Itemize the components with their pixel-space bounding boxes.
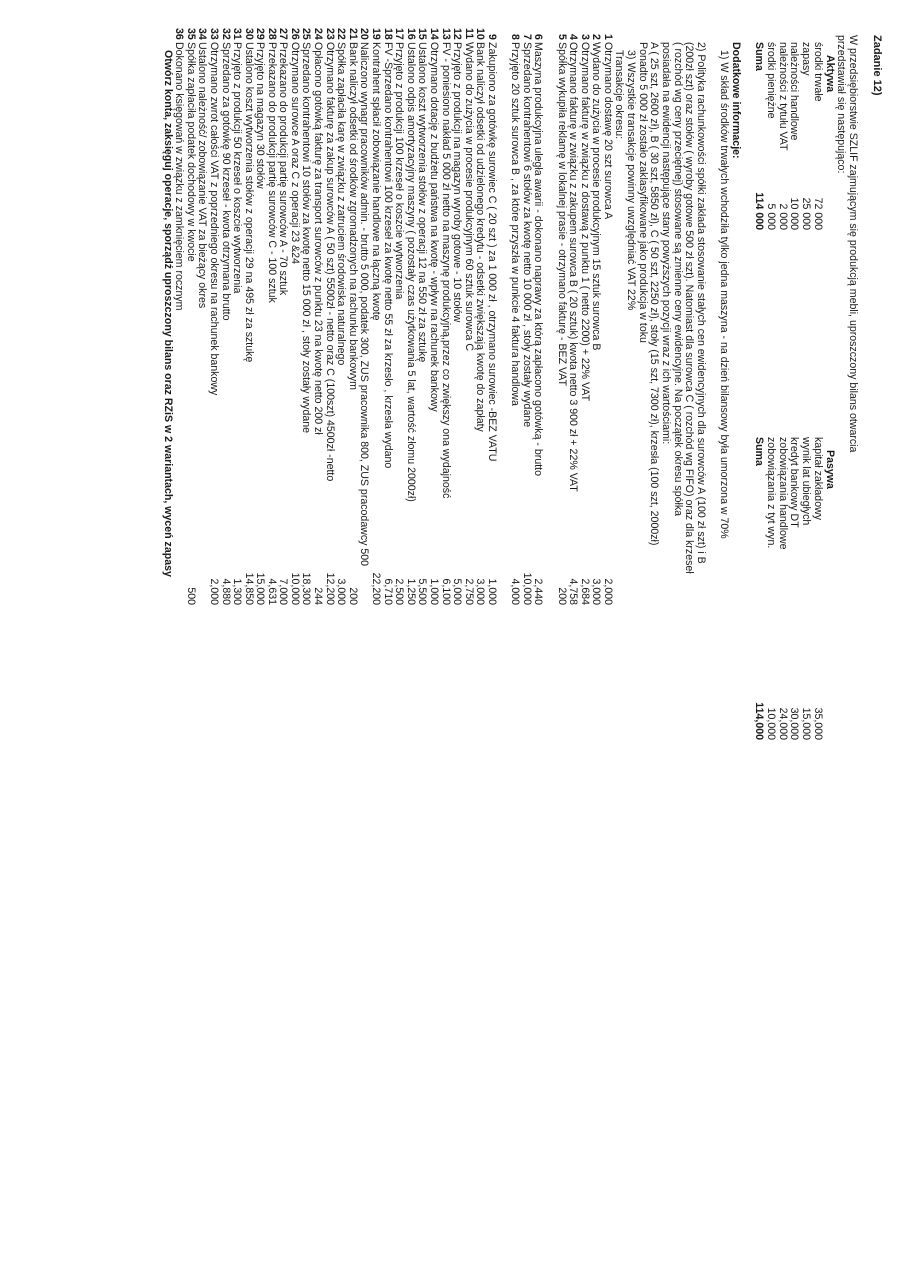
assets-sum-value: 114 000 bbox=[753, 192, 765, 230]
transaction-row bbox=[253, 0, 265, 1263]
transaction-number: 34 bbox=[196, 28, 208, 40]
asset-label: należności handlowe bbox=[788, 42, 800, 141]
transaction-value: 1,300 bbox=[231, 578, 243, 605]
transaction-text: Bank naliczył odsetki od środków zgromadzonych na rachunku bankowym bbox=[347, 42, 359, 391]
transaction-number: 30 bbox=[243, 28, 255, 40]
liability-value: 15,000 bbox=[800, 707, 812, 740]
transaction-value: 6,710 bbox=[382, 578, 394, 605]
transaction-number: 4 bbox=[567, 34, 579, 40]
transaction-text: Przyjęto z produkcji 50 krzeseł o koszcie wytworzenia bbox=[231, 42, 243, 294]
transaction-number: 21 bbox=[347, 28, 359, 40]
asset-label: środki pieniężne bbox=[765, 42, 777, 119]
transaction-number: 24 bbox=[312, 28, 324, 40]
transaction-row bbox=[555, 0, 567, 1263]
transaction-number: 14 bbox=[428, 28, 440, 40]
asset-value: 72 000 bbox=[812, 197, 824, 230]
transaction-number: 23 bbox=[324, 28, 336, 40]
transaction-value: 3,000 bbox=[474, 578, 486, 605]
transaction-text: Kontrahent spłacił zobowiązanie handlowe na łączną kwotę bbox=[370, 42, 382, 321]
info-line: A ( 25 szt, 2600 zł), B ( 30 szt, 5850 zł), C ( 50 szt, 2250 zł), stoły (15 szt, 7300 zł), krzesła (100 szt, 2000zł) bbox=[648, 42, 660, 546]
transaction-row bbox=[276, 0, 288, 1263]
transaction-row bbox=[381, 0, 393, 1263]
transaction-number: 29 bbox=[254, 28, 266, 40]
transaction-row bbox=[207, 0, 219, 1263]
transaction-text: Otrzymano fakturę w związku z zakupem surowca B ( 20 sztuk) kwota netto 3 900 zł + 22% VAT bbox=[567, 42, 579, 492]
transaction-row bbox=[346, 0, 358, 1263]
transaction-number: 18 bbox=[382, 28, 394, 40]
liability-label: zobowiązania z tyt wyn. bbox=[765, 437, 777, 549]
asset-label: środki trwałe bbox=[812, 42, 824, 102]
transaction-number: 8 bbox=[509, 34, 521, 40]
transaction-row bbox=[299, 0, 311, 1263]
transaction-number: 25 bbox=[300, 28, 312, 40]
transaction-number: 3 bbox=[579, 34, 591, 40]
transaction-value: 1,250 bbox=[405, 578, 417, 605]
transaction-row bbox=[357, 0, 369, 1263]
asset-value: 2 000 bbox=[777, 203, 789, 230]
transactions-header: Transakcje okresu: bbox=[613, 50, 625, 140]
assets-sum-label: Suma bbox=[753, 42, 765, 71]
transaction-value: 3,000 bbox=[590, 578, 602, 605]
transaction-row bbox=[184, 0, 196, 1263]
transaction-row bbox=[427, 0, 439, 1263]
transaction-text: Spółka wykupiła reklamę w lokalnej prasie - otrzymano fakturę - BEZ VAT bbox=[556, 42, 568, 387]
transaction-text: Przyjęto z produkcji na magazyn wyroby gotowe - 10 stołów bbox=[451, 42, 463, 323]
transaction-value: 22,200 bbox=[370, 572, 382, 605]
transaction-value: 3,000 bbox=[335, 578, 347, 605]
transaction-number: 32 bbox=[220, 28, 232, 40]
transaction-text: Otrzymano surowce A oraz C z operacji 23 &24 bbox=[289, 42, 301, 264]
transaction-row bbox=[288, 0, 300, 1263]
liability-value: 24,000 bbox=[777, 707, 789, 740]
info-line: (200zł szt) oraz stołów ( wyroby gotowe 500 zł szt). Natomiast dla surowca C ( rozchód wg FIFO) oraz dla krzeseł bbox=[683, 42, 695, 574]
transaction-row bbox=[172, 0, 184, 1263]
transaction-text: Spółka zapłaciła podatek dochodowy w kwocie bbox=[185, 42, 197, 262]
transaction-text: FV -Sprzedano kontrahentowi 100 krzeseł za kwotę netto 55 zł za krzesło , krzesła wydano bbox=[382, 42, 394, 469]
transaction-text: FV - poniesiono nakład 5 000 zł netto na maszynę produkcyjną,przez co zwiększy ona wydajność bbox=[440, 42, 452, 499]
liability-label: zobowiązania handlowe bbox=[777, 437, 789, 550]
transaction-number: 2 bbox=[590, 34, 602, 40]
info-line: Ponadto 5 000 zł zostało zaklasyfikowane jako produkcja w toku bbox=[637, 42, 649, 343]
page-title: Zadanie 12) bbox=[871, 35, 883, 96]
transaction-row bbox=[369, 0, 381, 1263]
transaction-text: Przekazano do produkcji partię surowców C - 100 sztuk bbox=[266, 42, 278, 303]
transaction-value: 14,850 bbox=[243, 572, 255, 605]
transaction-number: 7 bbox=[521, 34, 533, 40]
transaction-row bbox=[508, 0, 520, 1263]
liabilities-sum-label: Suma bbox=[753, 437, 765, 466]
transaction-text: Otrzymano fakturę w związku z dostawą z punktu 1 ( netto 2200) + 22% VAT bbox=[579, 42, 591, 402]
transaction-number: 26 bbox=[289, 28, 301, 40]
info-line: 1) W skład środków trwałych wchodziła tylko jedna maszyna - na dzień bilansowy była umorzona w 70% bbox=[718, 50, 730, 539]
transaction-row bbox=[323, 0, 335, 1263]
transaction-text: Dokonano księgowań w związku z zamknięciem rocznym bbox=[173, 42, 185, 311]
transaction-number: 20 bbox=[358, 28, 370, 40]
transaction-text: Spółka zapłaciła karę w związku z zatruciem środowiska naturalnego bbox=[335, 42, 347, 366]
transaction-text: Sprzedano kontrahentowi 6 stołów za kwotę netto 10 000 zł , stoły zostały wydane bbox=[521, 42, 533, 428]
info-line: 2) Polityka rachunkowości spółki zakłada stosowanie stałych cen ewidencyjnych dla surowców A (100 zł szt) i B bbox=[695, 42, 707, 564]
transaction-text: Zakupiono za gotówkę surowiec C ( 20 szt ) za 1 000 zł , otrzymano surowiec -BEZ VATU bbox=[486, 42, 498, 462]
transaction-text: Ustalono należność/ zobowiązanie VAT za bieżący okres bbox=[196, 42, 208, 309]
transaction-text: Ustalono koszt wytworzenia stołów z operacji 29 na 495 zł za sztukę bbox=[243, 42, 255, 363]
transaction-value: 1,000 bbox=[428, 578, 440, 605]
transaction-value: 2,500 bbox=[393, 578, 405, 605]
transaction-row bbox=[219, 0, 231, 1263]
transaction-row bbox=[450, 0, 462, 1263]
transaction-number: 36 bbox=[173, 28, 185, 40]
transaction-number: 1 bbox=[602, 34, 614, 40]
transaction-row bbox=[265, 0, 277, 1263]
transaction-row bbox=[392, 0, 404, 1263]
transaction-text: Wydano do zużycia w procesie produkcyjnym 15 sztuk surowca B bbox=[590, 42, 602, 351]
intro-line-2: przedstawiał się następująco: bbox=[835, 35, 847, 174]
transaction-text: Przyjęto na magazyn 30 stołów bbox=[254, 42, 266, 189]
transaction-value: 1,000 bbox=[486, 578, 498, 605]
transaction-number: 11 bbox=[463, 28, 475, 40]
asset-value: 25 000 bbox=[800, 197, 812, 230]
transaction-value: 10,000 bbox=[289, 572, 301, 605]
transaction-number: 22 bbox=[335, 28, 347, 40]
transaction-row bbox=[462, 0, 474, 1263]
transaction-text: Wydano do zużycia w procesie produkcyjnym 60 sztuk surowca C bbox=[463, 42, 475, 352]
transaction-text: Naliczono wynagr pracowników admin. - brutto 5 000, podatek 300, ZUS pracownika 800, ZUS pracodawcy 500 bbox=[358, 42, 370, 567]
asset-label: zapasy bbox=[800, 42, 812, 76]
transaction-value: 200 bbox=[556, 587, 568, 605]
liabilities-header: Pasywa bbox=[824, 450, 836, 489]
transaction-number: 16 bbox=[405, 28, 417, 40]
intro-line-1: W przedsiębiorstwie SZLIF zajmującym się produkcją mebli, uproszczony bilans otwarcia bbox=[847, 35, 859, 453]
transaction-text: Sprzedano kontrahentowi 10 stołów za kwotę netto 15 000 zł , stoły zostały wydane bbox=[300, 42, 312, 434]
transaction-number: 28 bbox=[266, 28, 278, 40]
transaction-value: 2,440 bbox=[532, 578, 544, 605]
transaction-value: 500 bbox=[185, 587, 197, 605]
assets-header: Aktywa bbox=[824, 55, 836, 93]
transaction-text: Ustalono odpis amortyzacyjny maszyny ( pozostały czas użytkowania 5 lat, wartość złomu 2000zł) bbox=[405, 42, 417, 502]
transaction-value: 12,200 bbox=[324, 572, 336, 605]
transaction-value: 2,000 bbox=[208, 578, 220, 605]
additional-info-header: Dodatkowe informacje: bbox=[730, 42, 742, 159]
transaction-text: Otrzymano fakturę za zakup surowców A ( 50 szt) 5500zł - netto oraz C (100szt) 4500zł -netto bbox=[324, 42, 336, 482]
transaction-row bbox=[334, 0, 346, 1263]
transaction-value: 5,500 bbox=[416, 578, 428, 605]
info-line: ( rozchód wg ceny przeciętnej) stosowane są zmienne ceny ewidencyjne. Na początek okresu spółka bbox=[672, 42, 684, 517]
transaction-text: Przyjęto z produkcji 100 krzeseł o koszcie wytworzenia bbox=[393, 42, 405, 300]
transaction-row bbox=[311, 0, 323, 1263]
transaction-row bbox=[589, 0, 601, 1263]
transaction-value: 2,750 bbox=[463, 578, 475, 605]
transaction-value: 5,000 bbox=[451, 578, 463, 605]
transaction-text: Przekazano do produkcji partię surowców A - 70 sztuk bbox=[277, 42, 289, 296]
transaction-text: Bank naliczył odsetki od udzielonego kredytu - odsetki zwiększają kwotę do zapłaty bbox=[474, 42, 486, 432]
transaction-number: 31 bbox=[231, 28, 243, 40]
transaction-row bbox=[566, 0, 578, 1263]
transaction-value: 7,000 bbox=[277, 578, 289, 605]
transaction-value: 6,100 bbox=[440, 578, 452, 605]
liability-label: wynik lat ubiegłych bbox=[800, 437, 812, 526]
transaction-text: Maszyna produkcyjna uległa awarii - dokonano naprawy za którą zapłacono gotówką - brutto bbox=[532, 42, 544, 476]
transaction-value: 10,000 bbox=[521, 572, 533, 605]
transaction-row bbox=[473, 0, 485, 1263]
transaction-value: 4,758 bbox=[567, 578, 579, 605]
transaction-number: 10 bbox=[474, 28, 486, 40]
transaction-text: Opłacono gotówką fakturę za transport surowców z punktu 23 na kwotę netto 200 zł bbox=[312, 42, 324, 435]
transaction-number: 33 bbox=[208, 28, 220, 40]
transaction-text: Otrzymano zwrot całości VAT z poprzedniego okresu na rachunek bankowy bbox=[208, 42, 220, 396]
asset-value: 10 000 bbox=[788, 197, 800, 230]
transaction-row bbox=[531, 0, 543, 1263]
transaction-row bbox=[485, 0, 497, 1263]
transaction-number: 17 bbox=[393, 28, 405, 40]
transaction-row bbox=[242, 0, 254, 1263]
transaction-number: 35 bbox=[185, 28, 197, 40]
liability-label: kredyt bankowy DT bbox=[788, 437, 800, 528]
transaction-value: 244 bbox=[312, 587, 324, 605]
transaction-value: 18,300 bbox=[300, 572, 312, 605]
asset-value: 5 000 bbox=[765, 203, 777, 230]
transaction-number: 27 bbox=[277, 28, 289, 40]
asset-label: należności z tytułu VAT bbox=[777, 42, 789, 151]
liability-value: 30,000 bbox=[788, 707, 800, 740]
transaction-value: 4,880 bbox=[220, 578, 232, 605]
transaction-text: Otrzymano dostawę 20 szt surowca A bbox=[602, 42, 614, 220]
transaction-number: 9 bbox=[486, 34, 498, 40]
transaction-value: 2,000 bbox=[602, 578, 614, 605]
transaction-text: Sprzedano za gotówkę 90 krzeseł - kwota otrzymana brutto bbox=[220, 42, 232, 321]
transaction-value: 200 bbox=[347, 587, 359, 605]
transaction-row bbox=[415, 0, 427, 1263]
info-line: 3) Wszystkie transakcje powinny uwzględniać VAT 22% bbox=[625, 50, 637, 311]
transaction-number: 15 bbox=[416, 28, 428, 40]
transaction-value: 2,684 bbox=[579, 578, 591, 605]
transaction-row bbox=[520, 0, 532, 1263]
liabilities-sum-value: 114,000 bbox=[753, 702, 765, 740]
transaction-number: 12 bbox=[451, 28, 463, 40]
transaction-text: Otrzymano dotację z budżetu państwa na kwotę - wpływ na rachunek bankowy bbox=[428, 42, 440, 412]
transaction-row bbox=[230, 0, 242, 1263]
info-line: posiadała na ewidencji następujące stany powyższych pozycji wraz z ich wartościami: bbox=[660, 42, 672, 445]
transaction-number: 19 bbox=[370, 28, 382, 40]
liability-value: 10,000 bbox=[765, 707, 777, 740]
liability-value: 35,000 bbox=[812, 707, 824, 740]
transaction-row bbox=[439, 0, 451, 1263]
transaction-text: Ustalono koszt wytworzenia stołów z operacji 12 na 550 zł za sztukę bbox=[416, 42, 428, 363]
transaction-text: Przyjęto 20 sztuk surowca B , za które przyszła w punkcie 4 faktura handlowa bbox=[509, 42, 521, 406]
transaction-row bbox=[578, 0, 590, 1263]
transaction-value: 4,000 bbox=[509, 578, 521, 605]
liability-label: kapitał zakładowy bbox=[812, 437, 824, 521]
task-instruction: Otwórz konta, zaksięguj operacje, sporządź uproszczony bilans oraz RZiS w 2 wariantach, wyceń zapasy bbox=[162, 50, 174, 577]
transaction-number: 6 bbox=[532, 34, 544, 40]
transaction-number: 13 bbox=[440, 28, 452, 40]
transaction-number: 5 bbox=[556, 34, 568, 40]
transaction-row bbox=[601, 0, 613, 1263]
transaction-row bbox=[404, 0, 416, 1263]
transaction-row bbox=[195, 0, 207, 1263]
transaction-value: 15,000 bbox=[254, 572, 266, 605]
transaction-value: 4,631 bbox=[266, 578, 278, 605]
